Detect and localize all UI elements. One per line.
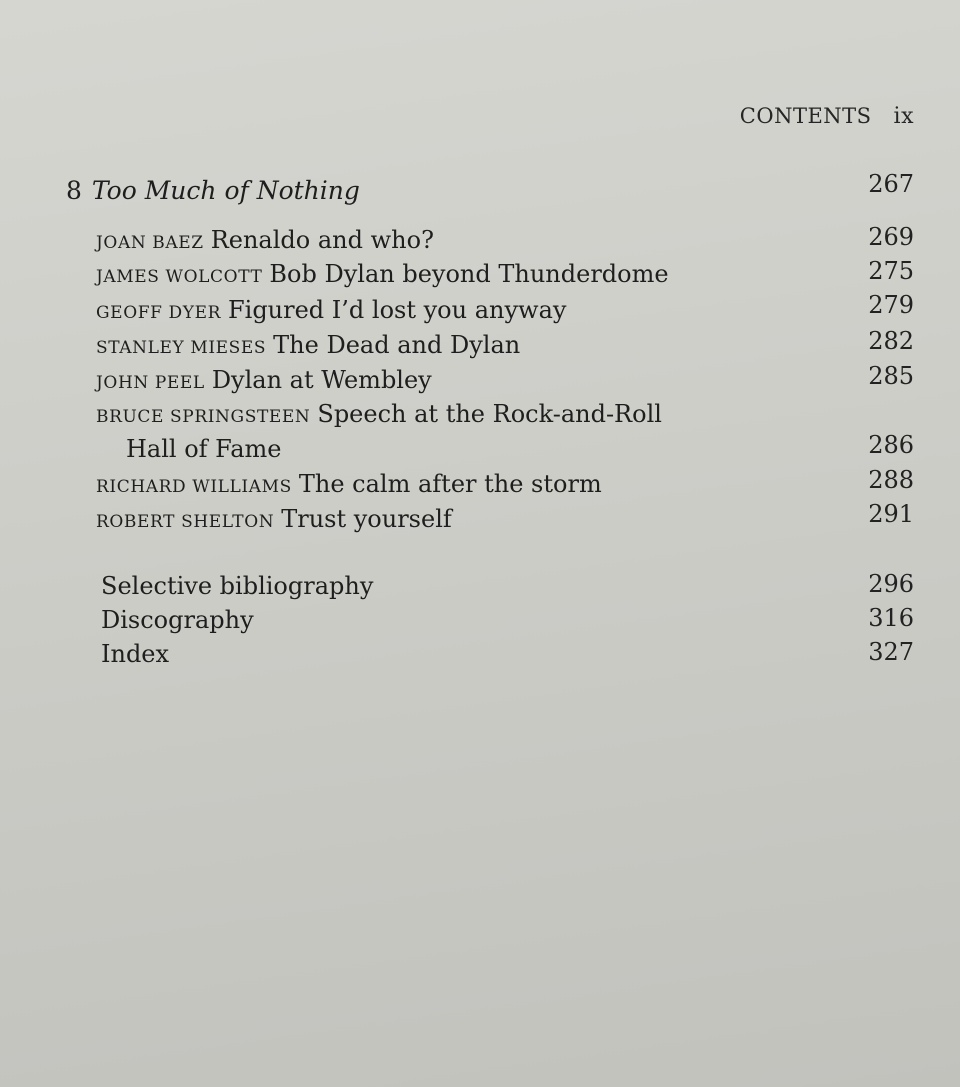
entry-author: JOHN PEEL: [96, 373, 205, 393]
entry-page: 275: [868, 257, 914, 285]
entry-page: 285: [868, 362, 914, 390]
contents-entry: [96, 296, 566, 324]
chapter-page: 267: [868, 170, 914, 198]
back-matter-item: Index: [101, 640, 170, 668]
back-matter-item: Discography: [101, 606, 254, 634]
chapter-number: 8: [66, 176, 82, 205]
entry-author: JOAN BAEZ: [96, 233, 204, 253]
back-matter-page: 327: [868, 638, 914, 666]
contents-entry: [96, 366, 432, 394]
contents-entry: [96, 505, 452, 533]
entry-title: Renaldo and who?: [210, 226, 434, 254]
contents-entry: [96, 400, 662, 428]
entry-author: ROBERT SHELTON: [96, 512, 275, 532]
entry-page: 269: [868, 223, 914, 251]
entry-title: Dylan at Wembley: [211, 366, 432, 394]
entry-title: The calm after the storm: [298, 470, 602, 498]
contents-entry: [96, 226, 434, 254]
entry-author: RICHARD WILLIAMS: [96, 477, 292, 497]
entry-title: Bob Dylan beyond Thunderdome: [269, 260, 669, 288]
back-matter-item: Selective bibliography: [101, 572, 374, 600]
entry-title: Speech at the Rock-and-Roll: [317, 400, 662, 428]
back-matter-page: 316: [868, 604, 914, 632]
contents-entry: [96, 470, 602, 498]
back-matter-page: 296: [868, 570, 914, 598]
entry-page: 279: [868, 291, 914, 319]
entry-title: Figured I’d lost you anyway: [227, 296, 567, 324]
chapter-title: Too Much of Nothing: [91, 176, 360, 205]
entry-title: Trust yourself: [281, 505, 452, 533]
entry-author: GEOFF DYER: [96, 303, 221, 323]
entry-author: BRUCE SPRINGSTEEN: [96, 407, 311, 427]
entry-title: The Dead and Dylan: [273, 331, 521, 359]
header-label: CONTENTS: [739, 104, 872, 128]
chapter-heading: [66, 176, 360, 205]
entry-page: 286: [868, 431, 914, 459]
contents-entry: [96, 260, 669, 288]
running-header: [740, 104, 914, 129]
folio-number: ix: [893, 104, 914, 129]
entry-page: 291: [868, 500, 914, 528]
entry-title-continuation: Hall of Fame: [126, 435, 282, 463]
entry-author: STANLEY MIESES: [96, 338, 267, 358]
contents-entry: [96, 331, 520, 359]
entry-page: 288: [868, 466, 914, 494]
entry-author: JAMES WOLCOTT: [96, 267, 263, 287]
entry-page: 282: [868, 327, 914, 355]
